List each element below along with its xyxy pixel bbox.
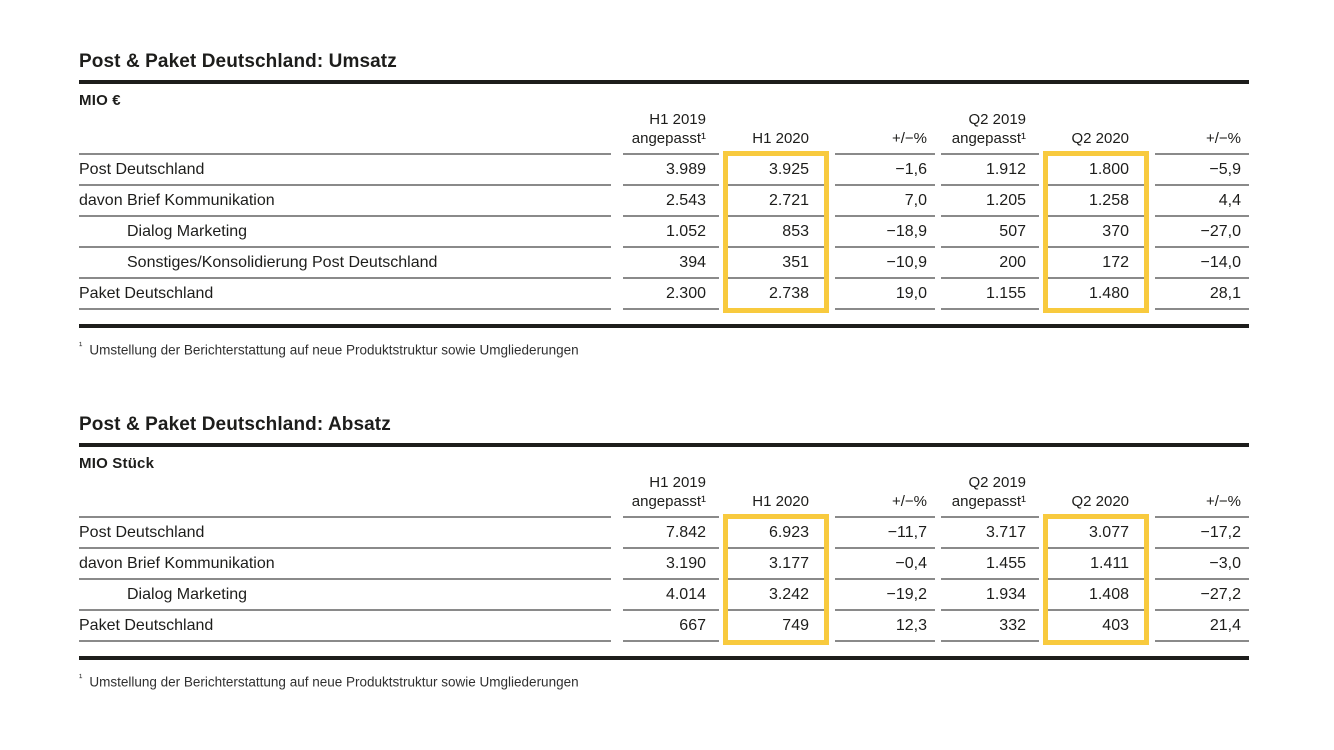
cell-value: 1.800 <box>1043 155 1149 186</box>
row-label: Paket Deutschland <box>79 611 611 642</box>
cell-value: −10,9 <box>835 248 935 279</box>
column-header-line2: angepasst¹ <box>631 130 706 147</box>
cell-value: 19,0 <box>835 279 935 310</box>
report-body <box>79 50 1334 690</box>
column-gap <box>611 279 623 310</box>
cell-value: 7.842 <box>623 518 719 549</box>
cell-value: 2.543 <box>623 186 719 217</box>
column-header <box>941 84 1039 155</box>
cell-value: 749 <box>723 611 829 642</box>
unit-header-cell <box>79 84 611 155</box>
cell-value: 853 <box>723 217 829 248</box>
cell-value: 332 <box>941 611 1039 642</box>
column-gap <box>611 611 623 642</box>
column-header-line1: +/−% <box>1205 130 1241 147</box>
cell-value: −27,0 <box>1155 217 1249 248</box>
table-bottom-rule <box>79 656 1249 660</box>
column-header-line1: +/−% <box>891 492 927 510</box>
column-header-line1: Q2 2020 <box>1071 130 1129 147</box>
row-label: Dialog Marketing <box>79 580 611 611</box>
column-gap <box>611 549 623 580</box>
row-label: Paket Deutschland <box>79 279 611 310</box>
column-header-line1: H1 2019 <box>649 111 706 128</box>
unit-header-cell <box>79 447 611 518</box>
cell-value: 3.242 <box>723 580 829 611</box>
cell-value: 3.190 <box>623 549 719 580</box>
column-gap <box>611 580 623 611</box>
column-header-line1: Q2 2019 <box>968 473 1026 491</box>
table-title: Post & Paket Deutschland: Absatz <box>79 413 391 435</box>
column-header <box>835 84 935 155</box>
cell-value: 4.014 <box>623 580 719 611</box>
column-header <box>941 447 1039 518</box>
column-header-line1: Q2 2020 <box>1071 492 1129 510</box>
cell-value: −18,9 <box>835 217 935 248</box>
column-header-line1: +/−% <box>891 130 927 147</box>
column-gap <box>611 248 623 279</box>
footnote <box>79 670 1249 691</box>
column-header <box>1043 447 1149 518</box>
row-label: Post Deutschland <box>79 155 611 186</box>
cell-value: 12,3 <box>835 611 935 642</box>
footnote-marker: ¹ <box>79 341 83 352</box>
cell-value: 1.408 <box>1043 580 1149 611</box>
column-gap <box>611 447 623 518</box>
column-header <box>723 447 829 518</box>
table-grid <box>79 84 1249 310</box>
cell-value: 2.300 <box>623 279 719 310</box>
row-label: davon Brief Kommunikation <box>79 549 611 580</box>
cell-value: −14,0 <box>1155 248 1249 279</box>
column-header <box>723 84 829 155</box>
column-gap <box>611 518 623 549</box>
column-header <box>1155 84 1249 155</box>
cell-value: 1.052 <box>623 217 719 248</box>
table-grid <box>79 447 1249 642</box>
cell-value: 21,4 <box>1155 611 1249 642</box>
unit-label: MIO Stück <box>79 454 155 472</box>
footnote <box>79 338 1249 359</box>
table-bottom-rule <box>79 324 1249 328</box>
cell-value: 2.721 <box>723 186 829 217</box>
cell-value: −1,6 <box>835 155 935 186</box>
cell-value: −27,2 <box>1155 580 1249 611</box>
column-header <box>623 447 719 518</box>
footnote-marker: ¹ <box>79 672 83 684</box>
table-absatz <box>79 413 1249 691</box>
cell-value: 1.258 <box>1043 186 1149 217</box>
column-header <box>835 447 935 518</box>
cell-value: 28,1 <box>1155 279 1249 310</box>
column-gap <box>611 217 623 248</box>
column-header-line1: +/−% <box>1205 492 1241 510</box>
cell-value: 507 <box>941 217 1039 248</box>
column-gap <box>611 186 623 217</box>
cell-value: 3.177 <box>723 549 829 580</box>
cell-value: −3,0 <box>1155 549 1249 580</box>
cell-value: 1.480 <box>1043 279 1149 310</box>
row-label: davon Brief Kommunikation <box>79 186 611 217</box>
cell-value: −0,4 <box>835 549 935 580</box>
column-header-line1: H1 2019 <box>649 473 706 491</box>
column-header-line2: angepasst¹ <box>951 130 1026 147</box>
cell-value: 1.411 <box>1043 549 1149 580</box>
cell-value: 3.925 <box>723 155 829 186</box>
cell-value: 3.989 <box>623 155 719 186</box>
cell-value: 1.205 <box>941 186 1039 217</box>
footnote-text: Umstellung der Berichterstattung auf neue Produktstruktur sowie Umgliederungen <box>89 674 579 689</box>
cell-value: −5,9 <box>1155 155 1249 186</box>
cell-value: −11,7 <box>835 518 935 549</box>
cell-value: 7,0 <box>835 186 935 217</box>
footnote-text: Umstellung der Berichterstattung auf neue Produktstruktur sowie Umgliederungen <box>89 342 579 358</box>
cell-value: 1.155 <box>941 279 1039 310</box>
cell-value: 1.912 <box>941 155 1039 186</box>
cell-value: 394 <box>623 248 719 279</box>
cell-value: 3.717 <box>941 518 1039 549</box>
column-gap <box>611 84 623 155</box>
unit-label: MIO € <box>79 92 121 109</box>
cell-value: −17,2 <box>1155 518 1249 549</box>
cell-value: 2.738 <box>723 279 829 310</box>
cell-value: 6.923 <box>723 518 829 549</box>
cell-value: −19,2 <box>835 580 935 611</box>
column-header-line2: angepasst¹ <box>631 492 706 510</box>
cell-value: 200 <box>941 248 1039 279</box>
table-umsatz <box>79 50 1249 359</box>
cell-value: 351 <box>723 248 829 279</box>
table-grid-wrap <box>79 447 1249 642</box>
cell-value: 1.455 <box>941 549 1039 580</box>
column-header <box>623 84 719 155</box>
cell-value: 667 <box>623 611 719 642</box>
cell-value: 403 <box>1043 611 1149 642</box>
column-header-line2: angepasst¹ <box>951 492 1026 510</box>
column-header-line1: Q2 2019 <box>968 111 1026 128</box>
table-title: Post & Paket Deutschland: Umsatz <box>79 51 397 72</box>
cell-value: 3.077 <box>1043 518 1149 549</box>
cell-value: 172 <box>1043 248 1149 279</box>
column-gap <box>611 155 623 186</box>
cell-value: 1.934 <box>941 580 1039 611</box>
row-label: Dialog Marketing <box>79 217 611 248</box>
column-header <box>1155 447 1249 518</box>
row-label: Post Deutschland <box>79 518 611 549</box>
table-grid-wrap <box>79 84 1249 310</box>
cell-value: 4,4 <box>1155 186 1249 217</box>
column-header <box>1043 84 1149 155</box>
column-header-line1: H1 2020 <box>752 130 809 147</box>
row-label: Sonstiges/Konsolidierung Post Deutschland <box>79 248 611 279</box>
column-header-line1: H1 2020 <box>752 492 809 510</box>
cell-value: 370 <box>1043 217 1149 248</box>
